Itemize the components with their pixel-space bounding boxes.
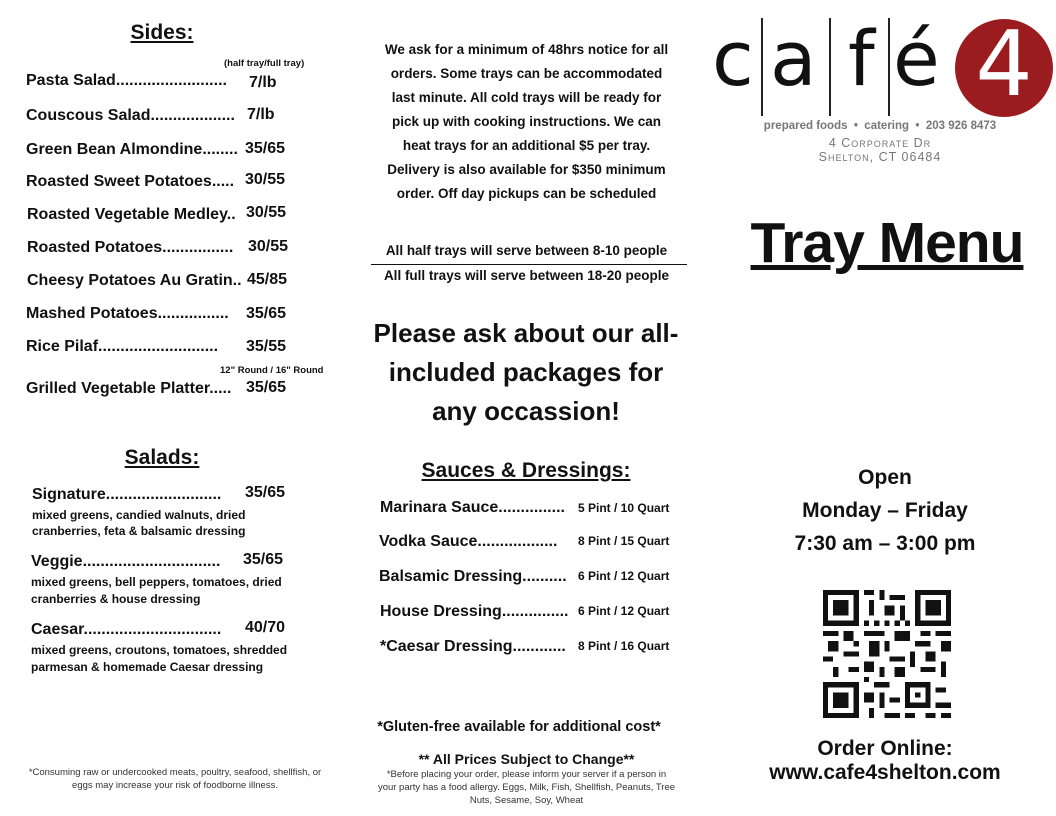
side-item-name: Roasted Sweet Potatoes..... xyxy=(26,173,235,190)
side-item-price: 30/55 xyxy=(245,171,286,188)
salad-item-price: 40/70 xyxy=(245,619,286,636)
packages-line: Please ask about our all- xyxy=(373,318,679,348)
order-online-label: Order Online: xyxy=(817,737,953,760)
open-label: Open xyxy=(858,466,912,489)
side-item-price: 7/lb xyxy=(247,106,275,123)
notice-line: orders. Some trays can be accommodated xyxy=(390,66,663,81)
logo-letter: c xyxy=(712,14,754,103)
allergy-line: Nuts, Sesame, Soy, Wheat xyxy=(469,795,584,806)
address-line: Shelton, CT 06484 xyxy=(818,150,942,164)
sauce-item-name: House Dressing............... xyxy=(380,603,569,620)
side-item-price: 35/65 xyxy=(245,140,286,157)
salad-item-description: mixed greens, candied walnuts, dried xyxy=(32,508,246,522)
salad-item-description: parmesan & homemade Caesar dressing xyxy=(31,660,264,674)
logo-letter: a xyxy=(770,14,817,103)
side-item-price: 30/55 xyxy=(248,238,289,255)
full-tray-serving: All full trays will serve between 18-20 people xyxy=(383,268,670,283)
logo-divider xyxy=(829,18,831,116)
side-item-name: Rice Pilaf........................... xyxy=(26,338,219,355)
salad-item-description: cranberries & house dressing xyxy=(31,592,201,606)
side-item-name: Couscous Salad................... xyxy=(26,107,235,124)
logo-divider xyxy=(761,18,763,116)
food-safety-line: eggs may increase your risk of foodborne illness. xyxy=(72,780,278,791)
food-safety-line: *Consuming raw or undercooked meats, poultry, seafood, shellfish, or xyxy=(28,767,322,778)
salad-item-description: mixed greens, bell peppers, tomatoes, dried xyxy=(31,575,282,589)
sides-heading: Sides: xyxy=(130,21,194,44)
side-item-price: 7/lb xyxy=(249,74,277,91)
side-item-price: 35/65 xyxy=(246,379,287,396)
side-item-name: Grilled Vegetable Platter..... xyxy=(26,380,232,397)
salads-heading: Salads: xyxy=(124,446,200,469)
allergy-line: your party has a food allergy. Eggs, Milk, Fish, Shellfish, Peanuts, Tree xyxy=(377,782,676,793)
round-size-note: 12" Round / 16" Round xyxy=(220,365,324,376)
open-days: Monday – Friday xyxy=(802,499,968,522)
gluten-free-note: *Gluten-free available for additional cost* xyxy=(377,719,661,735)
sauce-item-name: *Caesar Dressing............ xyxy=(380,638,566,655)
sauce-item-name: Vodka Sauce.................. xyxy=(379,533,558,550)
website-link[interactable]: www.cafe4shelton.com xyxy=(769,761,1001,784)
salad-item-description: mixed greens, croutons, tomatoes, shredded xyxy=(31,643,288,657)
sauce-item-price: 8 Pint / 16 Quart xyxy=(578,639,670,653)
sauces-heading: Sauces & Dressings: xyxy=(421,459,631,482)
salad-item-name: Caesar............................... xyxy=(31,621,222,638)
serving-divider xyxy=(371,264,687,265)
side-item-name: Roasted Potatoes................ xyxy=(27,239,234,256)
packages-line: included packages for xyxy=(388,357,664,387)
salad-item-name: Veggie............................... xyxy=(31,553,221,570)
side-item-name: Cheesy Potatoes Au Gratin.. xyxy=(27,272,242,289)
side-item-name: Mashed Potatoes................ xyxy=(26,305,229,322)
qr-code-icon xyxy=(823,590,951,718)
sauce-item-name: Marinara Sauce............... xyxy=(380,499,565,516)
sauce-item-name: Balsamic Dressing.......... xyxy=(379,568,567,585)
salad-item-description: cranberries, feta & balsamic dressing xyxy=(32,524,246,538)
sauce-item-price: 6 Pint / 12 Quart xyxy=(578,604,670,618)
logo-divider xyxy=(888,18,890,116)
prices-change-note: ** All Prices Subject to Change** xyxy=(418,751,635,767)
sauce-item-price: 8 Pint / 15 Quart xyxy=(578,534,670,548)
logo-letter: é xyxy=(893,14,940,103)
tray-size-note: (half tray/full tray) xyxy=(224,58,305,69)
side-item-name: Pasta Salad......................... xyxy=(26,72,227,89)
address-line: 4 Corporate Dr xyxy=(828,136,932,150)
open-hours: 7:30 am – 3:00 pm xyxy=(794,532,976,555)
side-item-price: 45/85 xyxy=(247,271,288,288)
page-title: Tray Menu xyxy=(750,211,1024,275)
side-item-price: 35/65 xyxy=(246,305,287,322)
logo-number: 4 xyxy=(975,12,1033,117)
salad-item-price: 35/65 xyxy=(243,551,284,568)
side-item-name: Green Bean Almondine........ xyxy=(26,141,238,158)
notice-line: Delivery is also available for $350 minimum xyxy=(387,162,666,177)
side-item-price: 30/55 xyxy=(246,204,287,221)
packages-line: any occassion! xyxy=(432,396,620,426)
notice-line: We ask for a minimum of 48hrs notice for all xyxy=(384,42,669,57)
sauce-item-price: 6 Pint / 12 Quart xyxy=(578,569,670,583)
logo-letter: f xyxy=(848,14,875,103)
allergy-line: *Before placing your order, please inform your server if a person in xyxy=(386,769,667,780)
salad-item-name: Signature.......................... xyxy=(32,486,222,503)
notice-line: last minute. All cold trays will be ready for xyxy=(391,90,662,105)
notice-line: heat trays for an additional $5 per tray. xyxy=(402,138,651,153)
tagline: prepared foods • catering • 203 926 8473 xyxy=(763,120,997,132)
notice-line: pick up with cooking instructions. We can xyxy=(391,114,662,129)
side-item-price: 35/55 xyxy=(246,338,287,355)
notice-line: order. Off day pickups can be scheduled xyxy=(396,186,657,201)
side-item-name: Roasted Vegetable Medley.. xyxy=(27,206,236,223)
sauce-item-price: 5 Pint / 10 Quart xyxy=(578,501,670,515)
half-tray-serving: All half trays will serve between 8-10 people xyxy=(385,243,668,258)
salad-item-price: 35/65 xyxy=(245,484,286,501)
